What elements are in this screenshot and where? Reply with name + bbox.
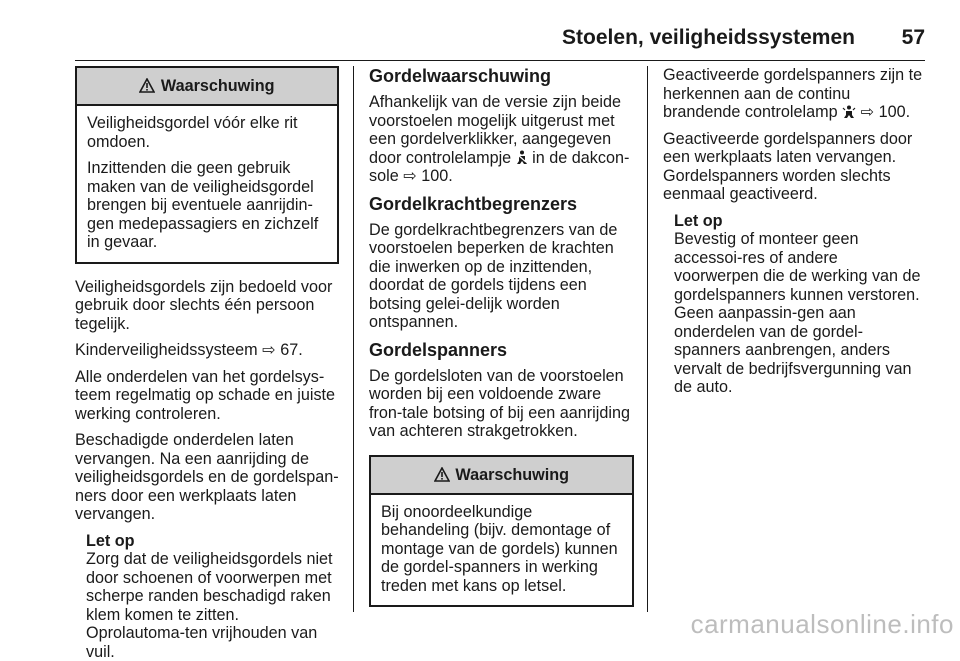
page-ref-link[interactable]: 67. [280,341,303,359]
note-heading: Let op [86,532,339,551]
note-block [674,212,925,397]
column-divider [353,66,354,612]
paragraph: Beschadigde onderdelen laten vervangen. Na een aanrijding de veiligheidsgordels en de gordelspan-ners door een werkplaats laten vervangen. [75,431,339,524]
page-ref-link[interactable]: 100. [879,103,911,121]
seatbelt-warning-icon [516,149,528,168]
paragraph: Alle onderdelen van het gordelsys-teem regelmatig op schade en juiste werking controleren. [75,368,339,424]
column-middle [369,66,634,607]
page-ref-arrow-icon: ⇨ [262,341,276,360]
paragraph: Geactiveerde gordelspanners door een werkplaats laten vervangen. Gordelspanners worden slechts eenmaal geactiveerd. [663,130,925,204]
warning-box [369,455,634,608]
page-number: 57 [902,26,925,50]
warning-text: Veiligheidsgordel vóór elke rit omdoen. [87,114,328,151]
warning-header [371,457,632,495]
page-header [75,26,925,66]
warning-triangle-icon [434,466,455,484]
warning-label: Waarschuwing [161,77,275,95]
column-divider [647,66,648,612]
page-title: Stoelen, veiligheidssystemen [562,26,855,50]
warning-label: Waarschuwing [455,466,569,484]
warning-box [75,66,339,264]
section-heading: Gordelwaarschuwing [369,66,634,86]
section-heading: Gordelspanners [369,340,634,360]
note-text: Bevestig of monteer geen accessoi-res of andere voorwerpen die de werking van de gordelspanners kunnen verstoren. Geen aanpassin-gen aan onderdelen van de gordel-spanners aanbrengen, anders vervalt de bedrijfsvergunning van de auto. [674,230,921,396]
paragraph: De gordelkrachtbegrenzers van de voorstoelen beperken de krachten die inwerken op de inzittenden, doordat de gordels tijdens een botsing gelei-delijk worden ontspannen. [369,221,634,332]
warning-triangle-icon [139,77,160,95]
paragraph: Kinderveiligheidssysteem ⇨ 67. [75,341,339,360]
warning-text: Bij onoordeelkundige behandeling (bijv. demontage of montage van de gordels) kunnen de gordel-spanners in werking treden met kans op letsel. [381,503,623,596]
header-rule [75,60,925,61]
seatbelt-pretensioner-icon [842,103,856,122]
paragraph: Geactiveerde gordelspanners zijn te herkennen aan de continu brandende controlelamp ⇨ 100. [663,66,925,122]
page-ref-arrow-icon: ⇨ [861,103,875,122]
paragraph: De gordelsloten van de voorstoelen worden bij een voldoende zware fron-tale botsing of bij een aanrijding van achteren strakgetrokken. [369,367,634,441]
note-heading: Let op [674,212,925,231]
page-ref-arrow-icon: ⇨ [403,167,417,186]
page-ref-link[interactable]: 100. [421,167,453,185]
paragraph: Veiligheidsgordels zijn bedoeld voor gebruik door slechts één persoon tegelijk. [75,278,339,334]
section-heading: Gordelkrachtbegrenzers [369,194,634,214]
paragraph: Afhankelijk van de versie zijn beide voorstoelen mogelijk uitgerust met een gordelverklikker, aangegeven door controlelampje in de dakcon-sole ⇨ 100. [369,93,634,186]
watermark: carmanualsonline.info [691,609,954,640]
note-text: Zorg dat de veiligheidsgordels niet door schoenen of voorwerpen met scherpe randen beschadigd raken klem komen te zitten. Oprolautoma-ten vrijhouden van vuil. [86,550,333,661]
warning-text: Inzittenden die geen gebruik maken van de veiligheidsgordel brengen bij eventuele aanrijdin-gen medepassagiers en zichzelf in gevaar. [87,159,328,252]
column-right [663,66,925,397]
warning-header [77,68,337,106]
column-left [75,66,339,661]
